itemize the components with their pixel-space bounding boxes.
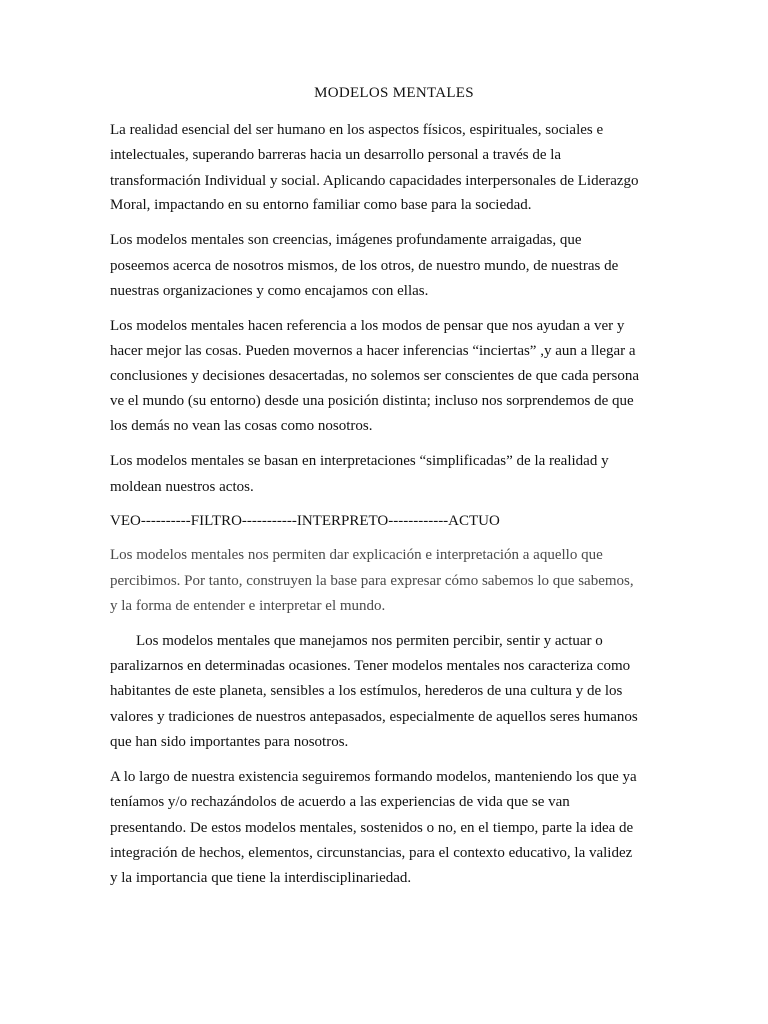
paragraph-7-line-1: Los modelos mentales que manejamos nos permiten percibir, sentir y actuar o — [136, 633, 603, 649]
paragraph-1-line-1: La realidad esencial del ser humano en los aspectos físicos, espirituales, sociales e — [110, 122, 604, 138]
paragraph-3-line-1: Los modelos mentales hacen referencia a los modos de pensar que nos ayudan a ver y — [110, 318, 625, 334]
process-sequence: VEO----------FILTRO-----------INTERPRETO------------ACTUO — [110, 513, 500, 529]
paragraph-2-line-1: Los modelos mentales son creencias, imágenes profundamente arraigadas, que — [110, 232, 582, 248]
document-title: MODELOS MENTALES — [314, 85, 474, 101]
paragraph-3-line-4: ve el mundo (su entorno) desde una posición distinta; incluso nos sorprendemos de que — [110, 393, 634, 409]
paragraph-1-line-3: transformación Individual y social. Aplicando capacidades interpersonales de Liderazgo — [110, 173, 639, 189]
paragraph-6-line-2: percibimos. Por tanto, construyen la base para expresar cómo sabemos lo que sabemos, — [110, 573, 634, 589]
paragraph-8-line-4: integración de hechos, elementos, circunstancias, para el contexto educativo, la validez — [110, 845, 633, 861]
paragraph-8-line-1: A lo largo de nuestra existencia seguiremos formando modelos, manteniendo los que ya — [110, 769, 637, 785]
paragraph-7-line-2: paralizarnos en determinadas ocasiones. Tener modelos mentales nos caracteriza como — [110, 658, 631, 674]
paragraph-1-line-2: intelectuales, superando barreras hacia un desarrollo personal a través de la — [110, 147, 562, 163]
paragraph-8-line-5: y la importancia que tiene la interdisciplinariedad. — [110, 870, 412, 886]
paragraph-7-line-4: valores y tradiciones de nuestros antepasados, especialmente de aquellos seres humanos — [110, 709, 638, 725]
paragraph-4-line-1: Los modelos mentales se basan en interpretaciones “simplificadas” de la realidad y — [110, 453, 609, 469]
paragraph-3-line-5: los demás no vean las cosas como nosotros. — [110, 418, 373, 434]
paragraph-3-line-2: hacer mejor las cosas. Pueden movernos a hacer inferencias “inciertas” ,y aun a llegar a — [110, 343, 636, 359]
paragraph-4-line-2: moldean nuestros actos. — [110, 479, 254, 495]
paragraph-8-line-3: presentando. De estos modelos mentales, sostenidos o no, en el tiempo, parte la idea de — [110, 820, 634, 836]
paragraph-6-line-3: y la forma de entender e interpretar el mundo. — [110, 598, 386, 614]
paragraph-6-line-1: Los modelos mentales nos permiten dar explicación e interpretación a aquello que — [110, 547, 603, 563]
paragraph-1-line-4: Moral, impactando en su entorno familiar como base para la sociedad. — [110, 197, 532, 213]
paragraph-2-line-3: nuestras organizaciones y como encajamos con ellas. — [110, 283, 429, 299]
paragraph-2-line-2: poseemos acerca de nosotros mismos, de los otros, de nuestro mundo, de nuestras de — [110, 258, 619, 274]
paragraph-7-line-3: habitantes de este planeta, sensibles a los estímulos, herederos de una cultura y de los — [110, 683, 623, 699]
paragraph-8-line-2: teníamos y/o rechazándolos de acuerdo a las experiencias de vida que se van — [110, 794, 570, 810]
paragraph-3-line-3: conclusiones y decisiones desacertadas, no solemos ser conscientes de que cada persona — [110, 368, 639, 384]
paragraph-7-line-5: que han sido importantes para nosotros. — [110, 734, 349, 750]
